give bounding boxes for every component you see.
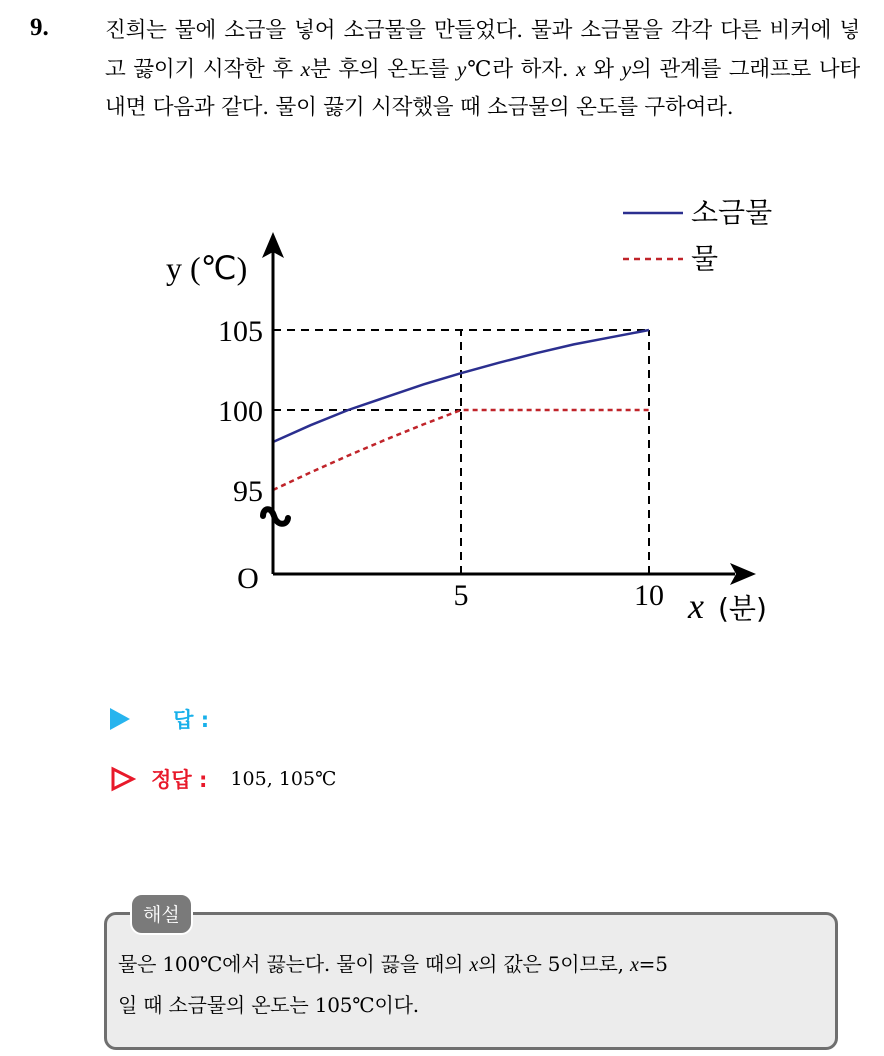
chart-svg (150, 180, 810, 640)
explanation-tag: 해설 (130, 893, 193, 935)
question-text (105, 12, 860, 127)
explanation-text-part: 일 때 소금물의 온도는 105℃이다. (118, 993, 419, 1017)
answer-label: 답 : (173, 708, 210, 732)
x-tick-label: 10 (634, 579, 664, 612)
axis-break-icon (263, 509, 288, 524)
play-triangle-icon (110, 708, 130, 730)
y-tick-label: 95 (233, 475, 263, 508)
axes (262, 232, 756, 585)
temperature-chart (150, 180, 810, 640)
origin-label: O (237, 562, 259, 595)
question-number: 9. (30, 14, 49, 41)
correct-answer-row (110, 764, 336, 794)
var-x: x (300, 57, 311, 81)
correct-answer-value: 105, 105℃ (230, 768, 337, 790)
correct-answer-label: 정답 : (151, 768, 208, 792)
explanation-text-part: 의 값은 5이므로, (478, 952, 630, 976)
y-tick-label: 100 (218, 395, 263, 428)
guide-lines (273, 330, 649, 574)
explanation-text-part: 물은 100℃에서 끓는다. 물이 끓을 때의 (118, 952, 470, 976)
y-axis-label: y (℃) (166, 250, 248, 286)
legend (623, 196, 772, 275)
answer-row (110, 704, 209, 734)
x-tick-label: 5 (453, 579, 469, 612)
question-text-part: 진희는 물에 소금을 넣어 소금물을 만들었다. 물과 소금물을 각각 다른 비커에 넣고 끓이기 시작한 후 (105, 18, 860, 82)
legend-label-salt-water: 소금물 (691, 196, 773, 229)
x-axis-variable: x (688, 586, 704, 626)
question-text-part: 와 (585, 57, 622, 82)
question-text-part: ℃라 하자. (466, 57, 577, 82)
question-text-part: 분 후의 온도를 (310, 57, 457, 82)
explanation-text (118, 944, 830, 1025)
explanation-text-part: =5 (638, 952, 668, 976)
var-x: x (576, 57, 586, 81)
var-y: y (621, 57, 631, 81)
y-tick-labels (218, 315, 263, 508)
outline-triangle-icon (110, 766, 136, 792)
var-x: x (629, 954, 639, 976)
x-tick-labels (454, 579, 665, 612)
question-text-part: 의 관계를 그래프로 나타내면 다음과 같다. 물이 끓기 시작했을 때 소금물의 온도를 구하여라. (105, 57, 860, 120)
var-y: y (456, 57, 467, 81)
x-axis-unit: (분) (718, 592, 767, 625)
y-tick-label: 105 (218, 315, 263, 348)
series-line-water (273, 410, 649, 490)
var-x: x (469, 954, 479, 976)
legend-label-water: 물 (691, 242, 719, 275)
